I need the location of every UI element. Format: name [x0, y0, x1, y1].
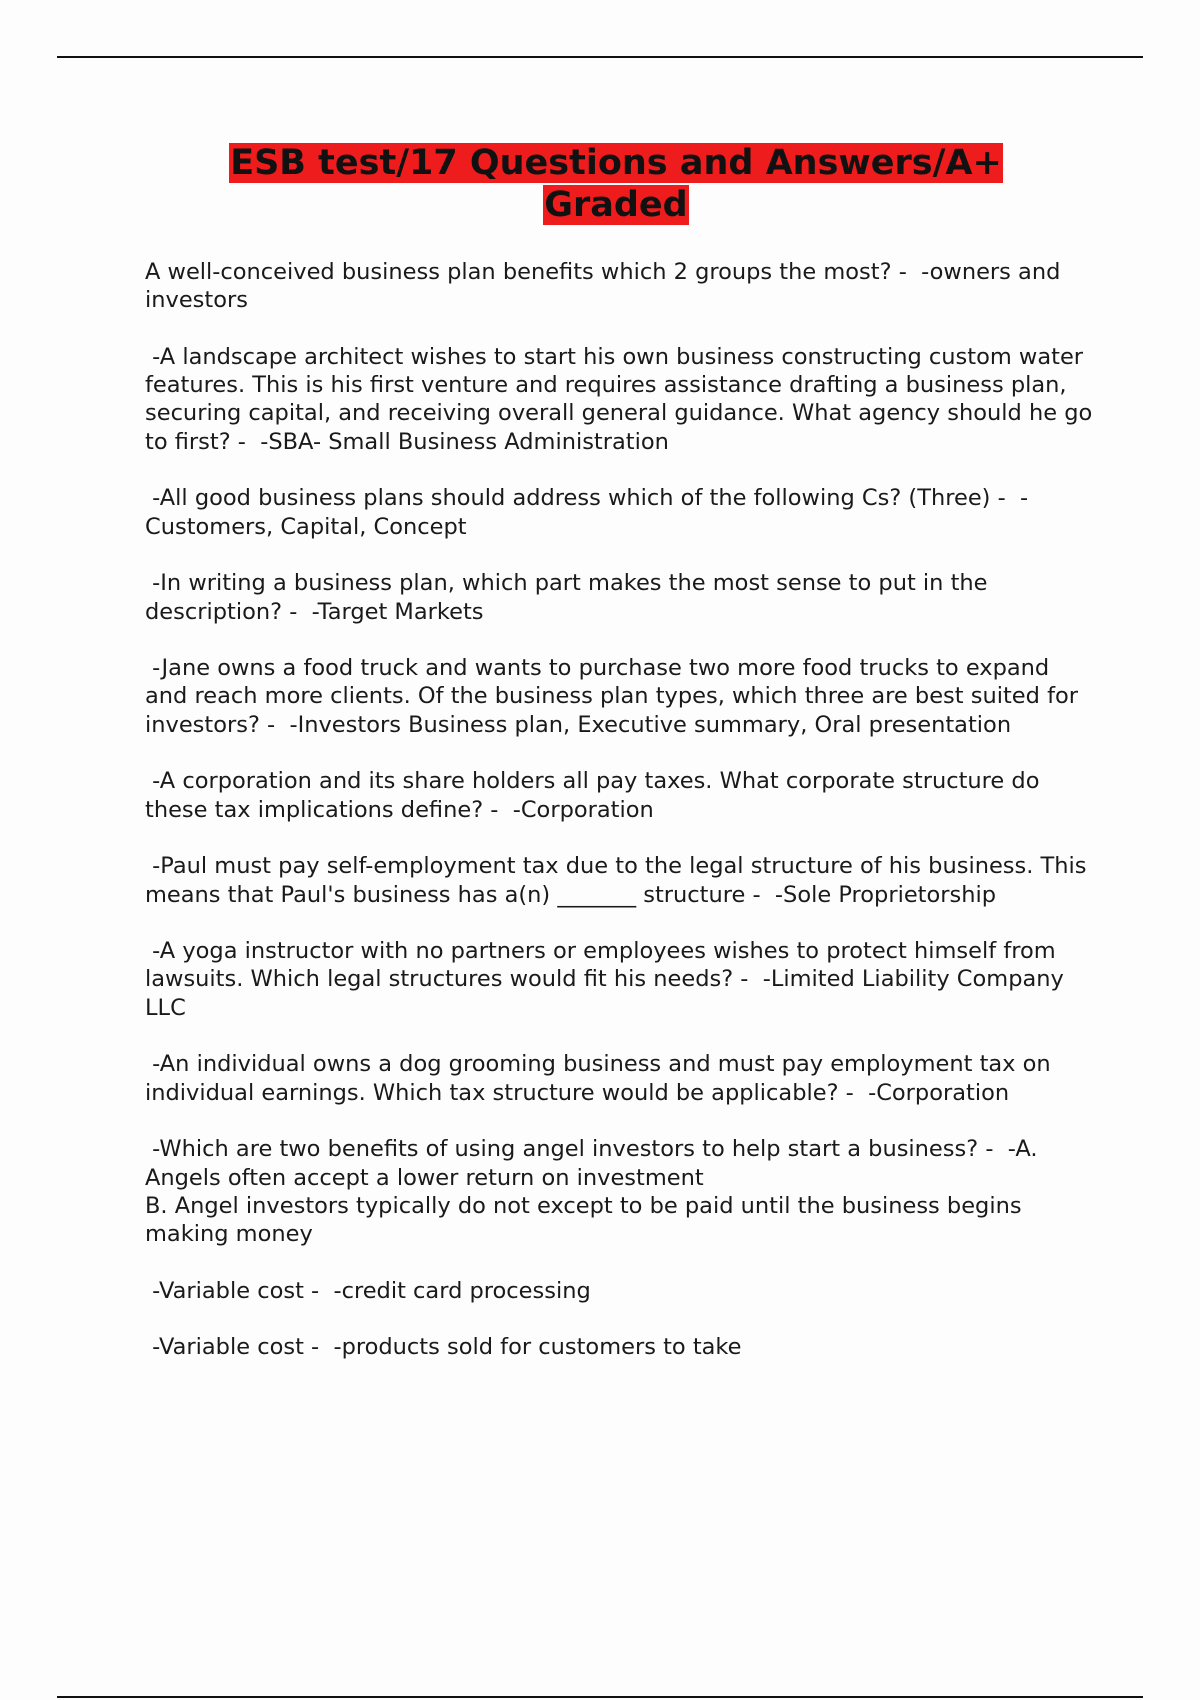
title-line-1-text: ESB test/17 Questions and Answers/A+ [230, 143, 1002, 183]
title-line-2-text: Graded [544, 185, 688, 225]
qa-item-7: -Paul must pay self-employment tax due to the legal structure of his business. This means that Paul's business has a(n) _______ structure - -Sole Proprietorship [145, 853, 1094, 908]
title-line-1 [145, 142, 1087, 184]
qa-item-1: A well-conceived business plan benefits which 2 groups the most? - -owners and investors [145, 259, 1068, 314]
qa-item-12: -Variable cost - -products sold for customers to take [145, 1334, 742, 1361]
title-line-2 [145, 184, 1087, 226]
document-title [145, 142, 1087, 226]
qa-item-5: -Jane owns a food truck and wants to purchase two more food trucks to expand and reach more clients. Of the business plan types, which three are best suited for investors? - -Investors Business plan, Executive summary, Oral presentation [145, 655, 1086, 738]
qa-item-4: -In writing a business plan, which part makes the most sense to put in the description? - -Target Markets [145, 570, 995, 625]
qa-item-2: -A landscape architect wishes to start his own business constructing custom water features. This is his first venture and requires assistance drafting a business plan, securing capital, and receiving overall general guidance. What agency should he go to first? - -SBA- Small Business Administration [145, 343, 1100, 455]
top-divider [57, 56, 1143, 58]
qa-item-6: -A corporation and its share holders all pay taxes. What corporate structure do these tax implications define? - -Corporation [145, 768, 1047, 823]
qa-list [145, 258, 1100, 1390]
bottom-divider [57, 1696, 1143, 1698]
qa-item-11: -Variable cost - -credit card processing [145, 1277, 591, 1304]
qa-item-8: -A yoga instructor with no partners or employees wishes to protect himself from lawsuits. Which legal structures would fit his needs? - -Limited Liability Company LLC [145, 938, 1071, 1021]
qa-item-9: -An individual owns a dog grooming business and must pay employment tax on individual earnings. Which tax structure would be applicable? - -Corporation [145, 1051, 1058, 1106]
qa-item-3: -All good business plans should address which of the following Cs? (Three) - -Customers, Capital, Concept [145, 485, 1029, 540]
qa-item-10: -Which are two benefits of using angel investors to help start a business? - -A. Angels often accept a lower return on investment B. Angel investors typically do not except to be paid until the business begins making money [145, 1136, 1038, 1248]
